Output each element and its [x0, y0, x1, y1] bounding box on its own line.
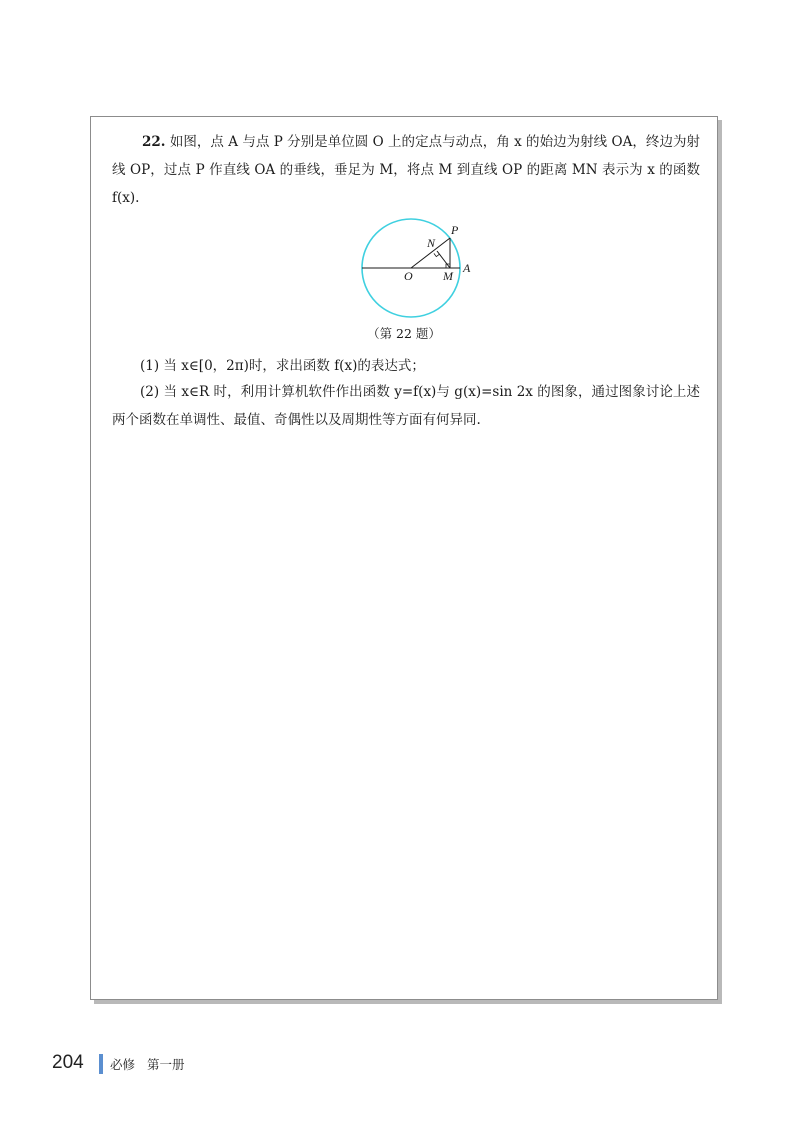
unit-circle-figure	[350, 212, 480, 322]
problem-text: 如图，点 A 与点 P 分别是单位圆 O 上的定点与动点，角 x 的始边为射线 OA，终边为射线 OP，过点 P 作直线 OA 的垂线，垂足为 M，将点 M 到直线 OP 的距离 MN 表示为 x 的函数 f(x).	[112, 134, 700, 206]
label-a: A	[463, 261, 471, 275]
question-2: (2) 当 x∈R 时，利用计算机软件作出函数 y=f(x)与 g(x)=sin 2x 的图象，通过图象讨论上述两个函数在单调性、最值、奇偶性以及周期性等方面有何异同.	[112, 384, 700, 428]
label-n: N	[427, 236, 436, 250]
label-o: O	[404, 269, 413, 283]
figure-caption: （第 22 题）	[367, 326, 441, 341]
footer-accent-bar	[99, 1054, 103, 1074]
question-1: (1) 当 x∈[0，2π)时，求出函数 f(x)的表达式；	[140, 358, 425, 374]
segment-mn	[437, 251, 450, 268]
volume-name: 第一册	[147, 1057, 185, 1072]
footer-book-title	[110, 1055, 185, 1073]
book-name: 必修	[110, 1057, 136, 1072]
problem-statement	[112, 128, 700, 212]
page-number: 204	[52, 1052, 84, 1073]
problem-number: 22.	[142, 134, 166, 150]
label-p: P	[451, 223, 459, 237]
label-m: M	[443, 269, 453, 283]
